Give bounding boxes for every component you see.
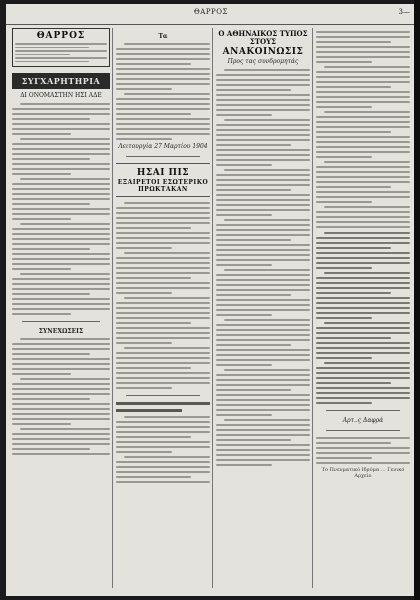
masthead-title: ΘΑΡΡΟΣ <box>36 31 86 41</box>
column-3 <box>216 28 310 594</box>
column-divider <box>212 28 213 588</box>
body-text <box>116 43 210 140</box>
body-text <box>12 338 110 455</box>
body-text <box>116 202 210 389</box>
notice-box <box>116 163 210 197</box>
italic-body-text <box>316 232 410 404</box>
newspaper-name: ΘΑΡΡΟΣ <box>194 8 228 16</box>
column-2 <box>116 28 210 594</box>
notice-heading: ΗΣΑΙ ΠΙΣ <box>136 168 190 178</box>
column-divider <box>112 28 113 588</box>
body-text <box>316 437 410 464</box>
body-text <box>216 69 310 466</box>
column-heading: Τα <box>158 33 168 40</box>
body-text <box>116 402 210 483</box>
section-heading: ΣΥΝΕΧΩΣΕΙΣ <box>38 328 84 335</box>
archive-footer-note: Το Πνευματικό Ιδρύμα ... Γενικό Αρχείο <box>321 467 405 479</box>
masthead-box <box>12 28 110 67</box>
page-number: 3— <box>398 8 410 16</box>
date-line: Λειτουργία 27 Μαρτίου 1904 <box>118 143 208 150</box>
notice-subheading: ΕΞΑΙΡΕΤΟΙ ΕΣΩΤΕΡΙΚΟ <box>117 179 209 186</box>
page-header <box>6 4 416 25</box>
body-text <box>12 103 110 315</box>
column-4 <box>316 28 410 594</box>
congratulations-banner: ΣΥΓΧΑΡΗΤΗΡΙΑ <box>12 73 110 89</box>
article-subtitle: Προς τας συνδρομητάς <box>227 58 299 65</box>
signature: Αρτ..ς Δαφρά <box>342 417 384 424</box>
scan-edge <box>414 0 420 600</box>
article-title: Ο ΑΘΗΝΑΙΚΟΣ ΤΥΠΟΣ ΣΤΟΥΣ <box>218 29 308 46</box>
body-text <box>316 31 410 228</box>
column-1 <box>12 28 110 594</box>
notice-subheading-2: ΠΡΩΚΤΑΚΑΝ <box>138 186 188 193</box>
banner-subtitle: ΔΙ ΟΝΟΜΑΣΤΗΝ ΗΣΙ ΑΔΕ <box>20 92 102 99</box>
column-divider <box>312 28 313 588</box>
article-headline: ΑΝΑΚΟΙΝΩΣΙΣ <box>222 47 304 57</box>
newspaper-page <box>6 4 416 596</box>
